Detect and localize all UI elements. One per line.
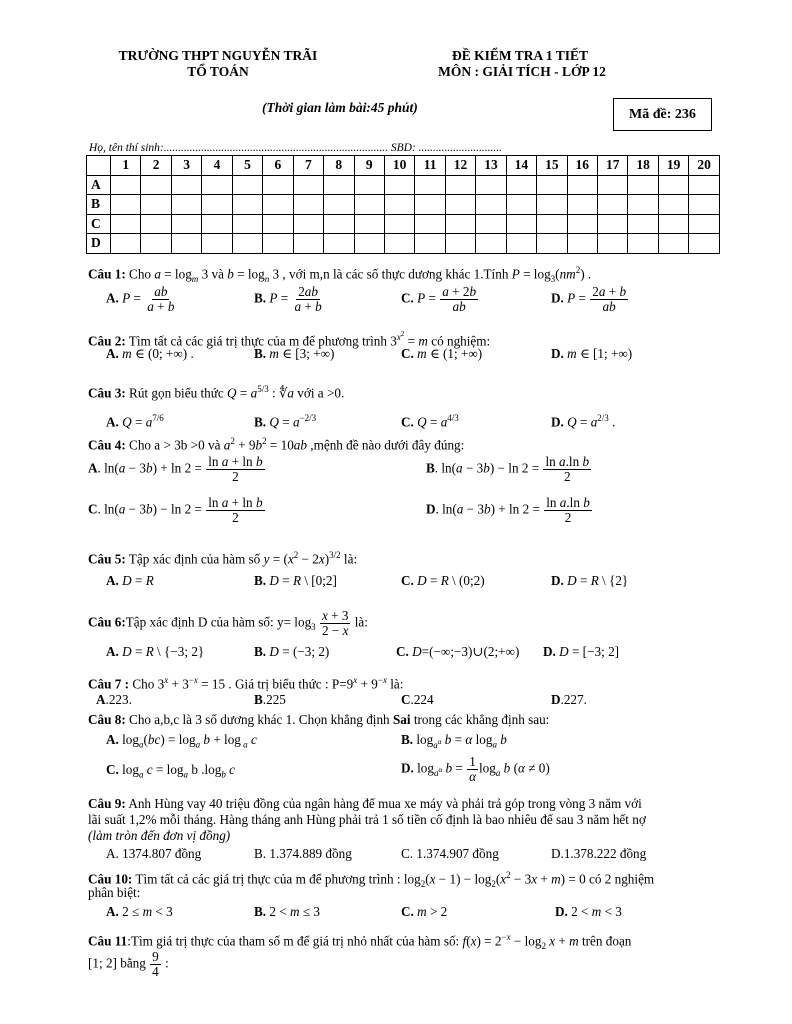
q1-option-a[interactable]: A. P = $\frac{ab}{a + b}$ (106, 284, 175, 314)
q9-line-1: Anh Hùng vay 40 triệu đồng của ngân hàng để mua xe máy và phải trả góp trong vòng 3 năm với (128, 796, 642, 811)
answer-grid (86, 155, 720, 254)
grid-answer-cell[interactable] (537, 214, 567, 234)
grid-answer-cell[interactable] (567, 214, 597, 234)
grid-answer-cell[interactable] (506, 214, 536, 234)
grid-answer-cell[interactable] (232, 214, 262, 234)
q8-option-d[interactable]: D. $\log_{a^\alpha} b$ = $\frac{1}{\alpha}$ $\log_a b$ (α ≠ 0) (401, 754, 550, 784)
grid-answer-cell[interactable] (415, 214, 445, 234)
grid-answer-cell[interactable] (537, 234, 567, 254)
grid-answer-cell[interactable] (111, 195, 141, 215)
grid-answer-cell[interactable] (171, 175, 201, 195)
grid-answer-cell[interactable] (171, 234, 201, 254)
q10-option-b[interactable]: B. 2 < m ≤ 3 (254, 904, 320, 919)
grid-column-header: 7 (293, 156, 323, 176)
exam-code: Mã đề: 236 (629, 106, 696, 122)
q6-option-a[interactable]: A. D = R \ {−3; 2} (106, 644, 205, 659)
q5-option-a[interactable]: A. D = R (106, 573, 154, 588)
grid-answer-cell[interactable] (354, 234, 384, 254)
grid-answer-cell[interactable] (354, 195, 384, 215)
grid-answer-cell[interactable] (537, 175, 567, 195)
question-10-line-2: phân biệt: (88, 885, 141, 900)
grid-answer-cell[interactable] (232, 175, 262, 195)
grid-answer-cell[interactable] (658, 234, 688, 254)
grid-row-label: B (87, 195, 111, 215)
grid-answer-cell[interactable] (658, 195, 688, 215)
question-9: Câu 9: Anh Hùng vay 40 triệu đồng của ngân hàng để mua xe máy và phải trả góp trong vòng 3 năm với lãi suất 1,2% mỗi tháng. Hàng tháng anh Hùng phải trả 1 số tiền cố định là bao nhiêu để sau 3 năm hết nợ (làm tròn đến đơn vị đồng) (88, 796, 718, 844)
q5-option-d[interactable]: D. D = R \ {2} (551, 573, 629, 588)
q4-option-d[interactable]: D. ln(a − 3b) + ln 2 = $\frac{\text{ln a.ln b}}{2}$ (426, 495, 590, 525)
grid-answer-cell[interactable] (537, 195, 567, 215)
grid-answer-cell[interactable] (111, 234, 141, 254)
grid-row-label: C (87, 214, 111, 234)
grid-answer-cell[interactable] (598, 234, 628, 254)
q2-option-a[interactable]: A. m ∈ (0; +∞) . (106, 346, 194, 361)
grid-column-header: 18 (628, 156, 658, 176)
question-11-line-2: [1; 2] bằng $\frac{9}{4}$ : (88, 949, 169, 979)
time-note: (Thời gian làm bài:45 phút) (262, 100, 418, 115)
grid-column-header: 13 (476, 156, 506, 176)
grid-answer-cell[interactable] (415, 195, 445, 215)
grid-column-header: 6 (263, 156, 293, 176)
grid-answer-cell[interactable] (689, 214, 720, 234)
grid-answer-cell[interactable] (111, 175, 141, 195)
grid-answer-cell[interactable] (415, 175, 445, 195)
grid-answer-cell[interactable] (293, 175, 323, 195)
grid-answer-cell[interactable] (263, 195, 293, 215)
grid-answer-cell[interactable] (202, 234, 232, 254)
q8-option-b[interactable]: B. $\log_{a^\alpha} b = \alpha$ $\log_a b$ (401, 732, 507, 750)
q10-option-c[interactable]: C. m > 2 (401, 904, 448, 919)
q1-option-b[interactable]: B. P = $\frac{2ab}{a + b}$ (254, 284, 322, 314)
grid-answer-cell[interactable] (141, 195, 171, 215)
grid-row (87, 195, 720, 215)
q3-option-d[interactable]: D. $Q = a^{2/3}$ . (551, 413, 616, 430)
grid-answer-cell[interactable] (506, 234, 536, 254)
q9-line-3: (làm tròn đến đơn vị đồng) (88, 828, 231, 843)
q9-option-a[interactable]: A. 1374.807 đồng (106, 846, 202, 861)
grid-answer-cell[interactable] (476, 175, 506, 195)
grid-answer-cell[interactable] (658, 175, 688, 195)
grid-answer-cell[interactable] (263, 214, 293, 234)
grid-row (87, 175, 720, 195)
grid-answer-cell[interactable] (506, 195, 536, 215)
grid-column-header: 12 (445, 156, 475, 176)
grid-answer-cell[interactable] (293, 195, 323, 215)
q3-option-b[interactable]: B. $Q = a^{-2/3}$ (254, 413, 317, 430)
grid-row-label: D (87, 234, 111, 254)
grid-answer-cell[interactable] (324, 214, 354, 234)
grid-answer-cell[interactable] (141, 175, 171, 195)
q9-line-2: lãi suất 1,2% mỗi tháng. Hàng tháng anh Hùng phải trả 1 số tiền cố định là bao nhiêu để sau 3 năm hết nợ (88, 812, 646, 827)
department-name: TỔ TOÁN (187, 64, 249, 79)
grid-column-header: 3 (171, 156, 201, 176)
question-3: Câu 3: Rút gọn biểu thức $Q = a^{5/3}$ : ∜a với a >0. (88, 384, 345, 401)
q5-option-b[interactable]: B. D = R \ [0;2] (254, 573, 337, 588)
q3-option-a[interactable]: A. $Q = a^{7/6}$ (106, 413, 164, 430)
grid-answer-cell[interactable] (384, 175, 414, 195)
grid-answer-cell[interactable] (689, 175, 720, 195)
grid-answer-cell[interactable] (567, 175, 597, 195)
grid-answer-cell[interactable] (598, 175, 628, 195)
grid-column-header: 14 (506, 156, 536, 176)
grid-answer-cell[interactable] (263, 175, 293, 195)
grid-answer-cell[interactable] (567, 234, 597, 254)
q9-option-b[interactable]: B. 1.374.889 đồng (254, 846, 352, 861)
grid-answer-cell[interactable] (476, 195, 506, 215)
grid-answer-cell[interactable] (598, 214, 628, 234)
q2-option-c[interactable]: C. m ∈ (1; +∞) (401, 346, 483, 361)
question-4: Câu 4: Cho a > 3b >0 và $a^2 + 9b^2 = 10ab$ ,mệnh đề nào dưới đây đúng: (88, 436, 465, 453)
q7-option-a[interactable]: A.223. (96, 692, 132, 707)
exam-subject: MÔN : GIẢI TÍCH - LỚP 12 (438, 64, 606, 79)
grid-answer-cell[interactable] (354, 175, 384, 195)
grid-answer-cell[interactable] (628, 195, 658, 215)
grid-column-header: 1 (111, 156, 141, 176)
grid-answer-cell[interactable] (598, 195, 628, 215)
grid-row (87, 214, 720, 234)
q7-option-b[interactable]: B.225 (254, 692, 286, 707)
q5-option-c[interactable]: C. D = R \ (0;2) (401, 573, 485, 588)
grid-answer-cell[interactable] (202, 214, 232, 234)
grid-answer-cell[interactable] (141, 234, 171, 254)
q6-option-d[interactable]: D. D = [−3; 2] (543, 644, 620, 659)
grid-column-header: 17 (598, 156, 628, 176)
grid-column-header: 5 (232, 156, 262, 176)
q7-option-d[interactable]: D.227. (551, 692, 587, 707)
grid-answer-cell[interactable] (476, 234, 506, 254)
grid-column-header: 20 (689, 156, 720, 176)
grid-answer-cell[interactable] (445, 214, 475, 234)
q10-option-a[interactable]: A. 2 ≤ m < 3 (106, 904, 173, 919)
q10-option-d[interactable]: D. 2 < m < 3 (555, 904, 622, 919)
exam-title: ĐỀ KIỂM TRA 1 TIẾT (451, 48, 589, 63)
question-7: Câu 7 : Cho $3^x + 3^{-x} = 15$ . Giá trị biểu thức : $P=9^x + 9^{-x}$ là: (88, 675, 404, 692)
grid-answer-cell[interactable] (628, 214, 658, 234)
grid-answer-cell[interactable] (689, 195, 720, 215)
grid-column-header: 10 (384, 156, 414, 176)
q2-option-d[interactable]: D. m ∈ [1; +∞) (551, 346, 633, 361)
grid-row-label: A (87, 175, 111, 195)
grid-answer-cell[interactable] (445, 234, 475, 254)
grid-answer-cell[interactable] (293, 214, 323, 234)
question-2: Câu 2: Tìm tất cả các giá trị thực của m để phương trình $3^{x^2} = m$ có nghiệm: (88, 330, 491, 349)
question-10: Câu 10: Tìm tất cả các giá trị thực của m để phương trình : $\log_2(x - 1) - \log_2(x^2 - 3x + m) = 0$ có 2 nghiệm (88, 870, 655, 890)
grid-answer-cell[interactable] (689, 234, 720, 254)
grid-answer-cell[interactable] (506, 175, 536, 195)
grid-answer-cell[interactable] (141, 214, 171, 234)
grid-answer-cell[interactable] (567, 195, 597, 215)
grid-answer-cell[interactable] (628, 175, 658, 195)
q4-option-b[interactable]: B. ln(a − 3b) − ln 2 = $\frac{\text{ln a.ln b}}{2}$ (426, 454, 590, 484)
q7-option-c[interactable]: C.224 (401, 692, 434, 707)
q6-option-c[interactable]: C. D=(−∞;−3)∪(2;+∞) (396, 644, 520, 659)
grid-column-header: 16 (567, 156, 597, 176)
grid-column-header: 2 (141, 156, 171, 176)
q8-option-a[interactable]: A. $\log_a(bc) = \log_a b + \log _a$ c (106, 732, 257, 750)
grid-answer-cell[interactable] (293, 234, 323, 254)
grid-column-header: 9 (354, 156, 384, 176)
grid-answer-cell[interactable] (658, 214, 688, 234)
question-8: Câu 8: Cho a,b,c là 3 số dương khác 1. Chọn khẳng định Sai trong các khẳng định sau: (88, 712, 550, 727)
grid-answer-cell[interactable] (384, 195, 414, 215)
grid-row (87, 234, 720, 254)
q1-option-c[interactable]: C. P = $\frac{a + 2b}{ab}$ (401, 284, 477, 314)
grid-answer-cell[interactable] (415, 234, 445, 254)
grid-answer-cell[interactable] (232, 234, 262, 254)
grid-column-header: 4 (202, 156, 232, 176)
question-1: Câu 1: Cho $a = \log_m 3$ và $b = \log_n 3$ , với m,n là các số thực dương khác 1.Tính $P = \log_3(nm^2)$ . (88, 265, 592, 285)
q9-option-d[interactable]: D.1.378.222 đồng (551, 846, 647, 861)
q4-option-a[interactable]: A. ln(a − 3b) + ln 2 = $\frac{\text{ln a + ln b}}{2}$ (88, 454, 263, 484)
grid-answer-cell[interactable] (111, 214, 141, 234)
q3-option-c[interactable]: C. $Q = a^{4/3}$ (401, 413, 459, 430)
q4-option-c[interactable]: C. ln(a − 3b) − ln 2 = $\frac{\text{ln a + ln b}}{2}$ (88, 495, 263, 525)
candidate-info-line: Họ, tên thí sinh:.............................................................................. SBD: ............................. (89, 142, 503, 154)
q1-option-d[interactable]: D. P = $\frac{2a + b}{ab}$ (551, 284, 627, 314)
grid-answer-cell[interactable] (445, 195, 475, 215)
grid-column-header: 19 (658, 156, 688, 176)
question-6: Câu 6:Tập xác định D của hàm số: $y= \log_3$ $\frac{x + 3}{2 - x}$ là: (88, 608, 368, 638)
grid-column-header: 15 (537, 156, 567, 176)
q2-option-b[interactable]: B. m ∈ [3; +∞) (254, 346, 335, 361)
grid-answer-cell[interactable] (232, 195, 262, 215)
grid-answer-cell[interactable] (354, 214, 384, 234)
grid-answer-cell[interactable] (445, 175, 475, 195)
grid-column-header: 11 (415, 156, 445, 176)
grid-answer-cell[interactable] (263, 234, 293, 254)
grid-answer-cell[interactable] (171, 214, 201, 234)
grid-answer-cell[interactable] (202, 195, 232, 215)
grid-header-row (87, 156, 720, 176)
grid-answer-cell[interactable] (384, 214, 414, 234)
grid-answer-cell[interactable] (324, 234, 354, 254)
q6-option-b[interactable]: B. D = (−3; 2) (254, 644, 330, 659)
question-11: Câu 11:Tìm giá trị thực của tham số m để giá trị nhỏ nhất của hàm số: $f(x) = 2^{-x} - \log_2 x + m$ trên đoạn (88, 932, 632, 952)
school-name: TRƯỜNG THPT NGUYỄN TRÃI (118, 48, 318, 63)
grid-answer-cell[interactable] (384, 234, 414, 254)
grid-answer-cell[interactable] (171, 195, 201, 215)
question-label: Câu 1: (88, 266, 126, 282)
q8-option-c[interactable]: C. $\log_a c = \log_a b$ $.\log_b$ c (106, 762, 236, 780)
grid-answer-cell[interactable] (202, 175, 232, 195)
question-5: Câu 5: Tập xác định của hàm số $y = (x^2 - 2x)^{3/2}$ là: (88, 550, 358, 567)
grid-answer-cell[interactable] (324, 195, 354, 215)
grid-corner-cell (87, 156, 111, 176)
grid-answer-cell[interactable] (628, 234, 658, 254)
grid-column-header: 8 (324, 156, 354, 176)
exam-code-box (613, 98, 712, 131)
q9-option-c[interactable]: C. 1.374.907 đồng (401, 846, 499, 861)
grid-answer-cell[interactable] (476, 214, 506, 234)
grid-answer-cell[interactable] (324, 175, 354, 195)
